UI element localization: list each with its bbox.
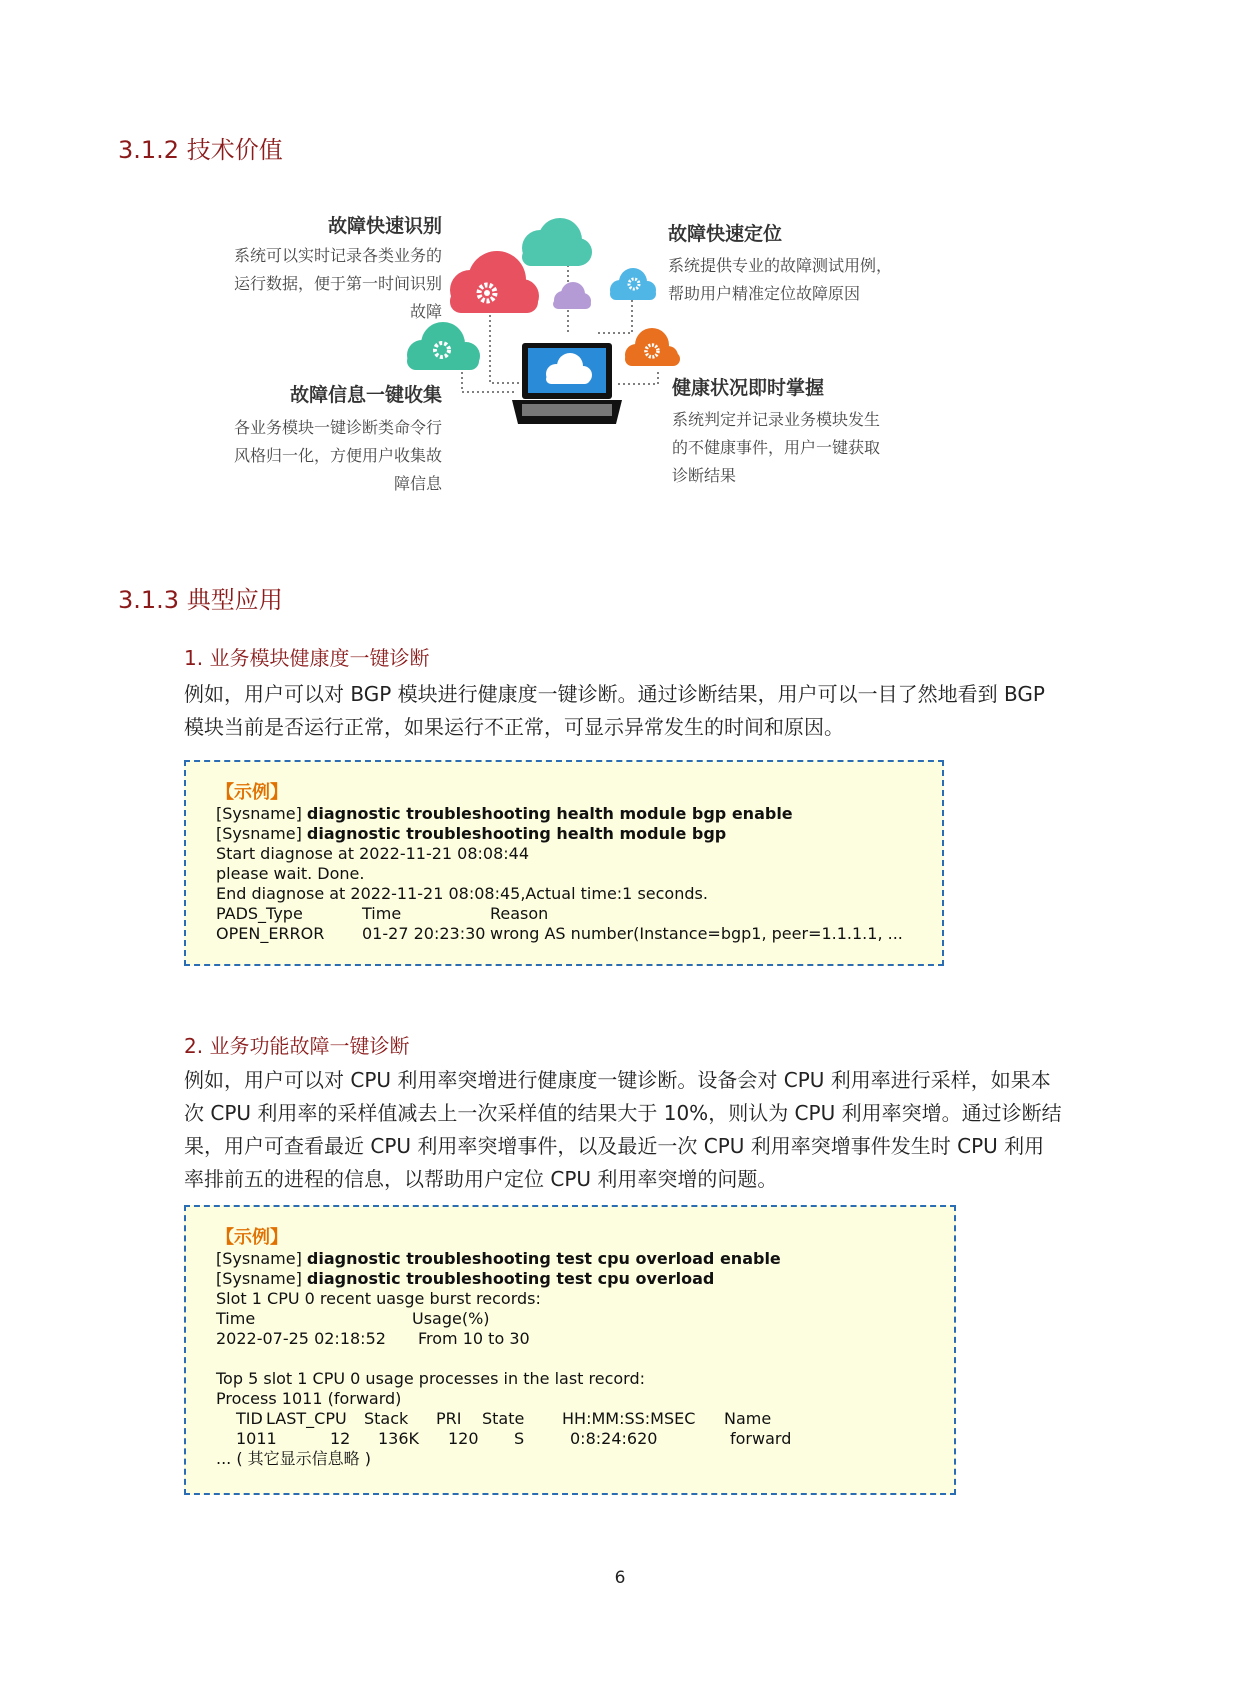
cli-output-line: please wait. Done.: [216, 864, 365, 883]
block-text-line: 障信息: [393, 474, 442, 493]
block-text-fault-identify: [190, 242, 442, 326]
cli-cell: S: [514, 1429, 525, 1448]
cli-command-line: [216, 824, 912, 844]
cli-output-line: Top 5 slot 1 CPU 0 usage processes in the last record:: [216, 1369, 646, 1388]
cli-cell: Usage(%): [412, 1309, 490, 1328]
block-text-line: 风格归一化，方便用户收集故: [233, 446, 442, 465]
cli-command-line: [216, 1269, 924, 1289]
section-title-3-1-2: 3.1.2 技术价值: [118, 136, 283, 164]
laptop-icon: [512, 343, 622, 424]
paragraph-line: 例如，用户可以对 CPU 利用率突增进行健康度一键诊断。设备会对 CPU 利用率进行采样，如果本: [184, 1068, 1051, 1092]
orange-cloud-gear-icon: [625, 328, 680, 366]
block-text-line: 系统可以实时记录各类业务的: [233, 246, 442, 265]
block-title-health-status: 健康状况即时掌握: [672, 377, 825, 399]
cli-cell: OPEN_ERROR: [216, 924, 325, 943]
block-text-line: 系统判定并记录业务模块发生: [672, 410, 881, 429]
cli-command-line: [216, 804, 912, 824]
cli-cell: Time: [216, 1309, 256, 1328]
cli-command: diagnostic troubleshooting health module bgp: [306, 824, 727, 843]
blue-cloud-gear-icon: [610, 268, 656, 300]
cli-output-line: End diagnose at 2022-11-21 08:08:45,Actual time:1 seconds.: [216, 884, 708, 903]
block-text-line: 诊断结果: [672, 466, 737, 485]
cli-cell: 1011: [236, 1429, 277, 1448]
cli-cell: TID: [236, 1409, 263, 1428]
block-text-line: 系统提供专业的故障测试用例，: [668, 256, 893, 275]
cli-cell: Reason: [490, 904, 549, 923]
cli-cell: forward: [730, 1429, 792, 1448]
block-text-line: 运行数据，便于第一时间识别: [233, 274, 442, 293]
paragraph-app1: [184, 678, 1124, 744]
section-title-3-1-3: 3.1.3 典型应用: [118, 586, 283, 614]
cli-prompt: [Sysname]: [216, 1269, 307, 1288]
cli-prompt: [Sysname]: [216, 1249, 307, 1268]
green-cloud-gear-icon: [407, 322, 480, 370]
paragraph-line: 果，用户可查看最近 CPU 利用率突增事件，以及最近一次 CPU 利用率突增事件发生时 CPU 利用: [184, 1134, 1045, 1158]
block-text-line: 帮助用户精准定位故障原因: [668, 284, 861, 303]
block-text-health-status: [672, 406, 880, 490]
block-text-line: 的不健康事件，用户一键获取: [672, 438, 881, 457]
paragraph-line: 率排前五的进程的信息，以帮助用户定位 CPU 利用率突增的问题。: [184, 1167, 778, 1191]
cli-cell: 01-27 20:23:30: [362, 924, 486, 943]
cli-cell: HH:MM:SS:MSEC: [562, 1409, 696, 1428]
block-text-fault-locate: [668, 252, 892, 308]
cli-cell: From 10 to 30: [418, 1329, 530, 1348]
block-text-line: 故障: [409, 302, 442, 321]
cli-cell: State: [482, 1409, 525, 1428]
page-number: 6: [614, 1568, 626, 1588]
block-title-fault-identify: 故障快速识别: [327, 215, 442, 237]
cli-cell: PRI: [436, 1409, 462, 1428]
cloud-laptop-illustration: [0, 0, 1240, 520]
block-text-line: 各业务模块一键诊断类命令行: [233, 418, 442, 437]
cli-cell: 0:8:24:620: [570, 1429, 658, 1448]
paragraph-line: 例如，用户可以对 BGP 模块进行健康度一键诊断。通过诊断结果，用户可以一目了然地看到 BGP: [184, 682, 1045, 706]
block-title-fault-locate: 故障快速定位: [668, 223, 783, 245]
cli-output-line: ... ( 其它显示信息略 ): [216, 1449, 372, 1468]
paragraph-app2: [184, 1064, 1124, 1196]
example-label: 【示例】: [216, 1227, 288, 1248]
cli-output-line: Slot 1 CPU 0 recent uasge burst records:: [216, 1289, 541, 1308]
paragraph-line: 模块当前是否运行正常，如果运行不正常，可显示异常发生的时间和原因。: [184, 715, 844, 739]
tech-value-figure: [0, 0, 1240, 520]
example-box-bgp: [184, 760, 944, 966]
cli-cell: Time: [362, 904, 402, 923]
block-title-info-collect: 故障信息一键收集: [289, 384, 442, 406]
cli-table-row: [216, 924, 912, 944]
cli-prompt: [Sysname]: [216, 804, 307, 823]
cli-table-header: [216, 904, 912, 924]
cli-cell: Stack: [364, 1409, 409, 1428]
cli-cell: wrong AS number(Instance=bgp1, peer=1.1.1.1, ...: [490, 924, 903, 943]
block-text-info-collect: [190, 414, 442, 498]
cli-table-row: [216, 1329, 924, 1349]
paragraph-line: 次 CPU 利用率的采样值减去上一次采样值的结果大于 10%，则认为 CPU 利用率突增。通过诊断结: [184, 1101, 1062, 1125]
cli-cell: Name: [724, 1409, 772, 1428]
cli-output-line: Start diagnose at 2022-11-21 08:08:44: [216, 844, 530, 863]
blank-line: [216, 1349, 924, 1369]
example-box-cpu: [184, 1205, 956, 1495]
cli-cell: PADS_Type: [216, 904, 303, 923]
cli-cell: 2022-07-25 02:18:52: [216, 1329, 386, 1348]
cli-process-header: [216, 1409, 924, 1429]
purple-cloud-icon: [553, 282, 591, 309]
cli-prompt: [Sysname]: [216, 824, 307, 843]
cli-table-header: [216, 1309, 924, 1329]
cli-command: diagnostic troubleshooting test cpu overload enable: [306, 1249, 781, 1268]
cli-command: diagnostic troubleshooting health module bgp enable: [306, 804, 793, 823]
subsection-title-1: 1. 业务模块健康度一键诊断: [184, 646, 430, 670]
cli-cell: 136K: [378, 1429, 420, 1448]
cli-cell: 120: [448, 1429, 479, 1448]
cli-command: diagnostic troubleshooting test cpu overload: [306, 1269, 715, 1288]
cli-cell: 12: [330, 1429, 351, 1448]
cli-process-row: [216, 1429, 924, 1449]
cli-output-line: Process 1011 (forward): [216, 1389, 402, 1408]
cli-cell: LAST_CPU: [266, 1409, 347, 1428]
subsection-title-2: 2. 业务功能故障一键诊断: [184, 1034, 410, 1058]
teal-cloud-icon: [522, 218, 592, 266]
example-label: 【示例】: [216, 782, 288, 803]
cli-command-line: [216, 1249, 924, 1269]
